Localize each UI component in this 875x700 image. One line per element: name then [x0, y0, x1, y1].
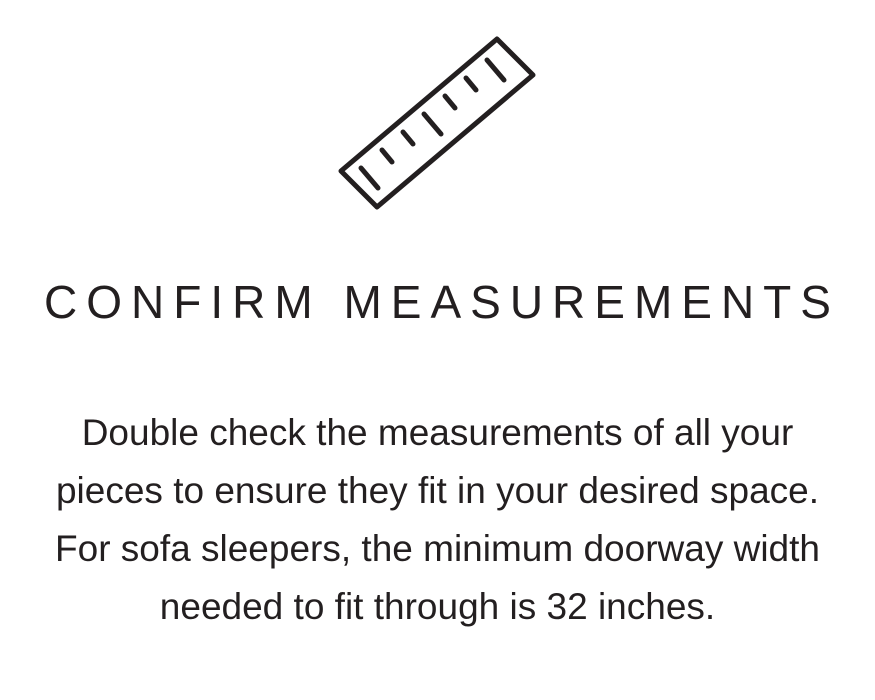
page-title: CONFIRM MEASUREMENTS: [44, 276, 840, 328]
ruler-icon: [273, 26, 603, 221]
body-text: Double check the measurements of all your pieces to ensure they fit in your desired space. For sofa sleepers, the minimum doorway width needed to fit through is 32 inches.: [55, 411, 820, 627]
